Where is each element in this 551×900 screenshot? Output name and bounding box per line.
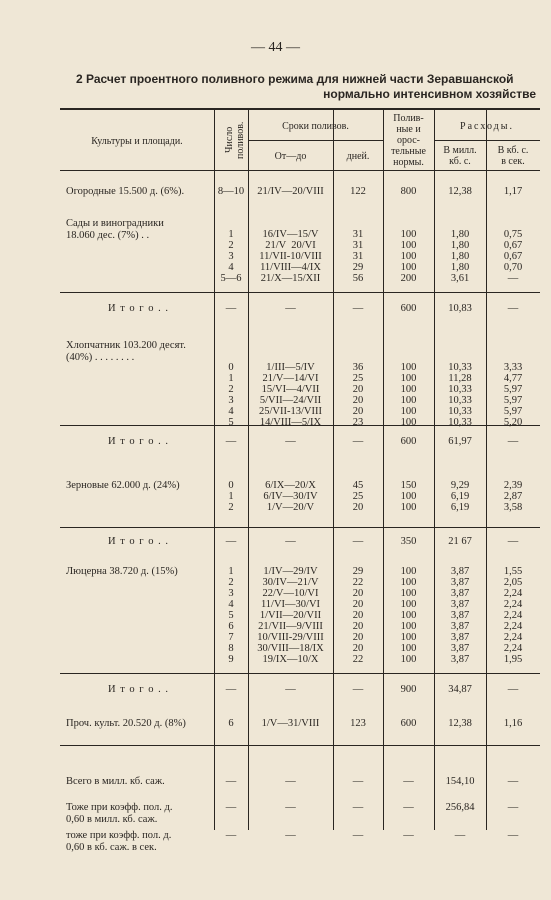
table-cell-norm: 800 — [400, 186, 417, 197]
terms-sub-rule — [248, 140, 383, 141]
table-cell-mln: 10,33 11,28 10,33 10,33 10,33 10,33 — [448, 362, 472, 428]
table-cell-sec: — — [507, 536, 519, 547]
table-cell-sec: — — [507, 776, 519, 787]
row-label: Зерновые 62.000 д. (24%) — [66, 480, 180, 491]
table-cell-sec: — — [507, 684, 519, 695]
table-cell-count: 1 2 3 4 5—6 — [220, 229, 242, 284]
table-cell-days: — — [352, 776, 364, 787]
table-cell-dates: — — [285, 303, 296, 314]
table-cell-mln: 12,38 — [448, 186, 472, 197]
table-cell-mln: 61,97 — [448, 436, 472, 447]
table-cell-count: — — [225, 303, 237, 314]
table-cell-mln: — — [454, 830, 466, 841]
header-norms: Полив- ные и орос- тельные нормы. — [391, 113, 426, 168]
table-cell-sec: 2,39 2,87 3,58 — [503, 480, 523, 513]
row-label: Проч. культ. 20.520 д. (8%) — [66, 718, 186, 729]
expenses-sub-rule — [434, 140, 540, 141]
table-cell-mln: 256,84 — [445, 802, 475, 813]
table-cell-days: 29 22 20 20 20 20 20 20 22 — [352, 566, 364, 665]
table-cell-norm: 100 100 100 100 100 100 100 100 100 — [400, 566, 417, 665]
table-cell-count: — — [225, 536, 237, 547]
table-cell-days: 31 31 31 29 56 — [352, 229, 364, 284]
table-cell-dates: — — [285, 536, 296, 547]
table-cell-count: 0 1 2 3 4 5 — [228, 362, 234, 428]
table-cell-count: — — [225, 684, 237, 695]
table-cell-days: — — [352, 684, 364, 695]
page-number: — 44 — — [251, 40, 300, 55]
header-mln: В милл. кб. с. — [443, 145, 477, 167]
table-cell-dates: — — [285, 684, 296, 695]
table-title-line1: 2 Расчет проентного поливного режима для нижней части Зеравшанской — [76, 72, 514, 86]
row-label: тоже при коэфф. пол. д. 0,60 в кб. саж. в сек. — [66, 830, 172, 853]
table-cell-days: 45 25 20 — [352, 480, 364, 513]
row-label: И т о г о . . — [108, 684, 169, 695]
table-cell-dates: 1/V—31/VIII — [261, 718, 320, 729]
row-label: И т о г о . . — [108, 303, 169, 314]
table-cell-count: — — [225, 776, 237, 787]
table-cell-count: 6 — [228, 718, 234, 729]
table-cell-norm: 350 — [400, 536, 417, 547]
table-cell-sec: 1,16 — [503, 718, 523, 729]
table-cell-norm: — — [403, 802, 414, 813]
table-cell-mln: 3,87 3,87 3,87 3,87 3,87 3,87 3,87 3,87 3,87 — [450, 566, 470, 665]
section-rule-5 — [60, 745, 540, 746]
table-cell-sec: — — [507, 830, 519, 841]
table-cell-sec: 3,33 4,77 5,97 5,97 5,97 5,20 — [503, 362, 523, 428]
section-rule-3 — [60, 527, 540, 528]
table-cell-norm: 600 — [400, 303, 417, 314]
table-cell-norm: 600 — [400, 436, 417, 447]
table-cell-days: 36 25 20 20 20 23 — [352, 362, 364, 428]
table-cell-dates: 16/IV—15/V 21/V 20/VI 11/VII-10/VIII 11/VIII—4/IX 21/X—15/XII — [259, 229, 322, 284]
table-cell-sec: 1,17 — [503, 186, 523, 197]
header-crops: Культуры и площади. — [91, 136, 183, 147]
header-days: дней. — [346, 151, 370, 162]
table-cell-dates: 21/IV—20/VIII — [257, 186, 324, 197]
table-cell-sec: 0,75 0,67 0,67 0,70 — — [503, 229, 523, 284]
table-cell-sec: 1,55 2,05 2,24 2,24 2,24 2,24 2,24 2,24 1,95 — [503, 566, 523, 665]
table-cell-sec: — — [507, 436, 519, 447]
table-top-rule — [60, 108, 540, 110]
table-cell-norm: 100 100 100 100 200 — [400, 229, 417, 284]
table-cell-dates: 6/IX—20/X 6/IV—30/IV 1/V—20/V — [263, 480, 318, 513]
table-cell-mln: 9,29 6,19 6,19 — [450, 480, 470, 513]
row-label: Всего в милл. кб. саж. — [66, 776, 165, 787]
table-cell-mln: 154,10 — [445, 776, 475, 787]
row-label: И т о г о . . — [108, 436, 169, 447]
section-rule-4 — [60, 673, 540, 674]
table-cell-days: 122 — [350, 186, 366, 197]
table-cell-dates: 1/III—5/IV 21/V—14/VI 15/VI—4/VII 5/VII—24/VII 25/VII-13/VIII 14/VIII—5/IX — [259, 362, 322, 428]
row-label: Тоже при коэфф. пол. д. 0,60 в милл. кб. саж. — [66, 802, 173, 825]
table-cell-mln: 1,80 1,80 1,80 1,80 3,61 — [450, 229, 470, 284]
section-rule-1 — [60, 292, 540, 293]
table-title-line2: нормально интенсивном хозяйстве — [323, 87, 536, 101]
table-cell-days: — — [352, 830, 364, 841]
header-count: Число поливов. — [224, 121, 246, 159]
table-cell-dates: 1/IV—29/IV 30/IV—21/V 22/V—10/VI 11/VI—30/VI 1/VII—20/VII 21/VII—9/VIII 10/VIII-29/VIII 30/VIII—18/IX 19/IX—10/X — [257, 566, 324, 665]
table-cell-mln: 21 67 — [448, 536, 472, 547]
row-label: Люцерна 38.720 д. (15%) — [66, 566, 178, 577]
table-cell-days: — — [352, 303, 364, 314]
table-cell-sec: — — [507, 303, 519, 314]
table-cell-sec: — — [507, 802, 519, 813]
header-bottom-rule — [60, 170, 540, 171]
table-cell-days: — — [352, 802, 364, 813]
table-cell-days: 123 — [350, 718, 366, 729]
table-cell-norm: 900 — [400, 684, 417, 695]
header-terms: Сроки поливов. — [282, 121, 349, 132]
table-cell-norm: — — [403, 830, 414, 841]
table-cell-count: — — [225, 830, 237, 841]
table-cell-mln: 34,87 — [448, 684, 472, 695]
row-label: Огородные 15.500 д. (6%). — [66, 186, 185, 197]
table-cell-days: — — [352, 436, 364, 447]
table-cell-norm: 600 — [400, 718, 417, 729]
table-cell-dates: — — [285, 776, 296, 787]
table-cell-count: 1 2 3 4 5 6 7 8 9 — [228, 566, 234, 665]
header-sec: В кб. с. в сек. — [497, 145, 529, 167]
table-cell-dates: — — [285, 802, 296, 813]
table-cell-count: — — [225, 436, 237, 447]
table-cell-dates: — — [285, 436, 296, 447]
table-cell-days: — — [352, 536, 364, 547]
table-cell-norm: 150 100 100 — [400, 480, 417, 513]
table-cell-count: 8—10 — [217, 186, 245, 197]
table-cell-mln: 10,83 — [448, 303, 472, 314]
table-cell-norm: — — [403, 776, 414, 787]
table-cell-count: — — [225, 802, 237, 813]
table-cell-norm: 100 100 100 100 100 100 — [400, 362, 417, 428]
header-expenses: Расходы. — [460, 121, 514, 132]
table-cell-dates: — — [285, 830, 296, 841]
table-cell-count: 0 1 2 — [228, 480, 234, 513]
row-label: Сады и виноградники 18.060 дес. (7%) . . — [66, 218, 164, 241]
row-label: И т о г о . . — [108, 536, 169, 547]
row-label: Хлопчатник 103.200 десят. (40%) . . . . . . . . — [66, 340, 186, 363]
table-cell-mln: 12,38 — [448, 718, 472, 729]
header-from-to: От—до — [274, 151, 307, 162]
